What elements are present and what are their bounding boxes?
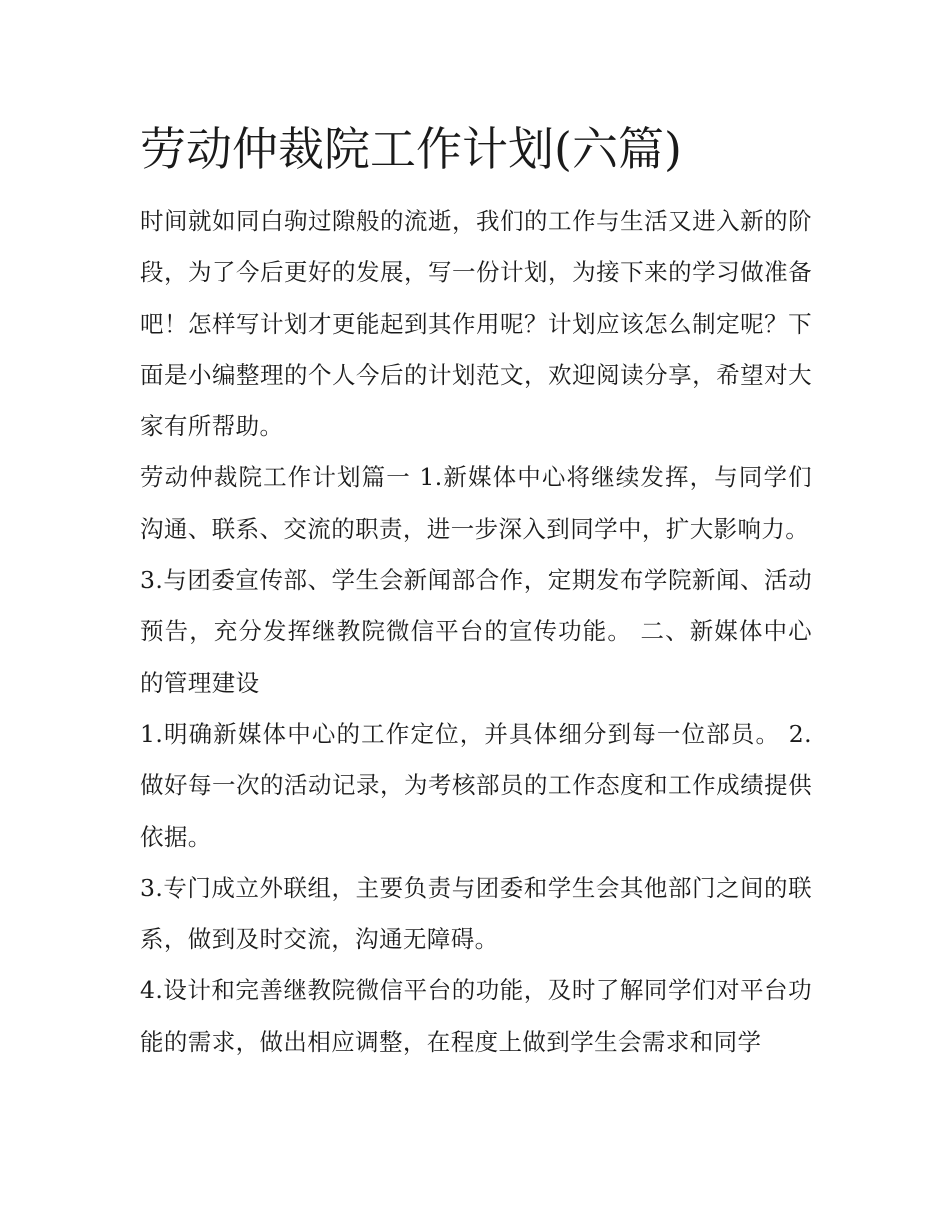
paragraph-item-3-liaison: 3.专门成立外联组，主要负责与团委和学生会其他部门之间的联系，做到及时交流，沟通无障碍。 xyxy=(140,873,812,954)
document-body xyxy=(140,112,812,1068)
document-title: 劳动仲裁院工作计划(六篇) xyxy=(140,122,682,176)
paragraph-plan-one: 劳动仲裁院工作计划篇一 1.新媒体中心将继续发挥，与同学们沟通、联系、交流的职责，进一步深入到同学中，扩大影响力。 xyxy=(140,463,812,543)
paragraph-item-1-2-management: 1.明确新媒体中心的工作定位，并具体细分到每一位部员。 2.做好每一次的活动记录，为考核部员的工作态度和工作成绩提供依据。 xyxy=(140,719,812,851)
paragraph-intro: 时间就如同白驹过隙般的流逝，我们的工作与生活又进入新的阶段，为了今后更好的发展，写一份计划，为接下来的学习做准备吧！怎样写计划才更能起到其作用呢？计划应该怎么制定呢？下面是小编整理的个人今后的计划范文，欢迎阅读分享，希望对大家有所帮助。 xyxy=(140,207,812,441)
paragraph-item-4-platform: 4.设计和完善继教院微信平台的功能，及时了解同学们对平台功能的需求，做出相应调整，在程度上做到学生会需求和同学 xyxy=(140,976,812,1056)
paragraph-item-3-publicity: 3.与团委宣传部、学生会新闻部合作，定期发布学院新闻、活动预告，充分发挥继教院微信平台的宣传功能。 二、新媒体中心的管理建设 xyxy=(140,566,812,697)
